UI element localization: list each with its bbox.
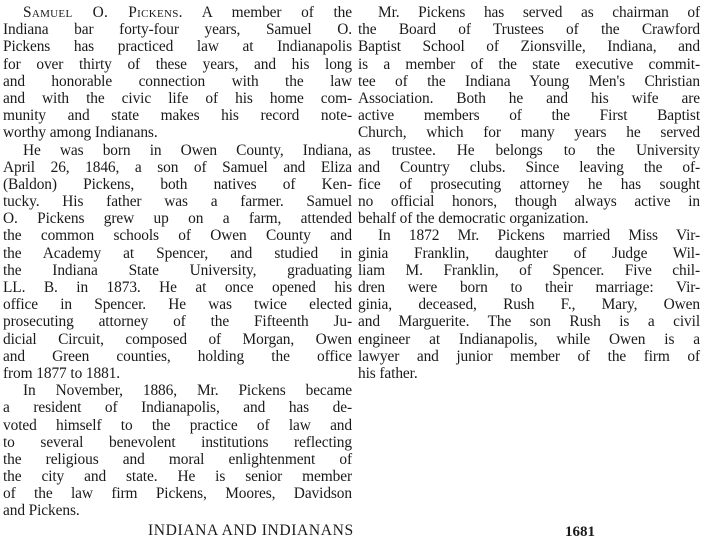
- line-text: the common schools of Owen County and: [3, 227, 352, 245]
- line-text: In 1872 Mr. Pickens married Miss Vir-: [378, 227, 700, 245]
- text-line: [3, 451, 352, 468]
- text-line: [3, 210, 352, 227]
- text-line: [358, 279, 700, 296]
- text-line: [358, 38, 700, 55]
- line-text: ginia Franklin, daughter of Judge Wil-: [358, 244, 700, 262]
- text-line: [3, 159, 352, 176]
- text-line: [3, 142, 352, 159]
- line-text: and Marguerite. The son Rush is a civil: [358, 313, 700, 331]
- line-text: O. Pickens grew up on a farm, attended: [3, 210, 352, 228]
- line-text: no official honors, though always active in: [358, 193, 700, 211]
- line-text: LL. B. in 1873. He at once opened his: [3, 279, 352, 296]
- line-text: (Baldon) Pickens, both natives of Ken-: [3, 175, 352, 193]
- text-line: [358, 124, 700, 141]
- line-text: and Green counties, holding the office: [3, 347, 352, 365]
- line-text: the Indiana State University, graduating: [3, 261, 352, 279]
- line-text: He was born in Owen County, Indiana,: [23, 141, 352, 159]
- text-line: [358, 331, 700, 348]
- text-line: [3, 485, 352, 502]
- line-text: office in Spencer. He was twice elected: [3, 296, 352, 314]
- line-text: ginia, deceased, Rush F., Mary, Owen: [358, 296, 700, 314]
- text-line: [3, 262, 352, 279]
- line-text: as trustee. He belongs to the University: [358, 141, 700, 159]
- text-line: [358, 245, 700, 262]
- line-text: is a member of the state executive commit-: [358, 55, 700, 73]
- text-line: [3, 279, 352, 296]
- text-line: [358, 90, 700, 107]
- text-line: [3, 365, 352, 382]
- line-text: lawyer and junior member of the firm of: [358, 347, 700, 365]
- text-line: [358, 73, 700, 90]
- text-line: [358, 365, 700, 382]
- text-line: [3, 176, 352, 193]
- text-line: [3, 399, 352, 416]
- text-line: [3, 90, 352, 107]
- text-line: [3, 227, 352, 244]
- line-text: and Country clubs. Since leaving the of-: [358, 158, 700, 176]
- text-line: [358, 176, 700, 193]
- line-text: munity and state makes his record note-: [3, 107, 352, 125]
- text-line: [358, 227, 700, 244]
- text-line: [3, 382, 352, 399]
- line-text: the city and state. He is senior member: [3, 468, 352, 486]
- text-line: [3, 245, 352, 262]
- line-text: dicial Circuit, composed of Morgan, Owen: [3, 330, 352, 348]
- page-footer: [0, 522, 703, 544]
- line-text: tucky. His father was a farmer. Samuel: [3, 193, 352, 211]
- text-line: [358, 21, 700, 38]
- text-line: [3, 331, 352, 348]
- page-number: 1681: [565, 524, 595, 540]
- text-line: [3, 434, 352, 451]
- line-text: Baptist School of Zionsville, Indiana, and: [358, 38, 700, 56]
- left-column: [3, 4, 352, 520]
- line-text: tee of the Indiana Young Men's Christian: [358, 72, 700, 90]
- line-text: of the law firm Pickens, Moores, Davidson: [3, 485, 352, 503]
- text-line: [358, 193, 700, 210]
- line-text: Association. Both he and his wife are: [358, 89, 700, 107]
- text-line: [3, 348, 352, 365]
- text-line: [3, 193, 352, 210]
- line-text: fice of prosecuting attorney he has sought: [358, 175, 700, 193]
- line-text: the religious and moral enlightenment of: [3, 450, 352, 468]
- text-line: [358, 348, 700, 365]
- line-text: voted himself to the practice of law and: [3, 416, 352, 434]
- text-line: [3, 124, 352, 141]
- text-line: [3, 417, 352, 434]
- text-line: [3, 21, 352, 38]
- text-line: [358, 56, 700, 73]
- text-line: [358, 262, 700, 279]
- line-text: and honorable connection with the law: [3, 72, 352, 90]
- text-line: [3, 468, 352, 485]
- text-line: [3, 4, 352, 21]
- line-text: active members of the First Baptist: [358, 107, 700, 125]
- text-line: [358, 4, 700, 21]
- text-line: [3, 502, 352, 519]
- line-text: April 26, 1846, a son of Samuel and Eliza: [3, 158, 352, 176]
- line-text: and with the civic life of his home com-: [3, 89, 352, 107]
- line-text: In November, 1886, Mr. Pickens became: [23, 382, 352, 400]
- line-text: for over thirty of these years, and his long: [3, 55, 352, 73]
- line-text: Indiana bar forty-four years, Samuel O.: [3, 21, 352, 39]
- text-line: [3, 56, 352, 73]
- subject-name: Samuel O. Pickens.: [23, 4, 183, 21]
- text-line: [3, 313, 352, 330]
- line-text: to several benevolent institutions reflecting: [3, 433, 352, 451]
- text-line: [3, 38, 352, 55]
- text-line: [3, 107, 352, 124]
- line-text: and Pickens.: [3, 502, 80, 520]
- line-text: liam M. Franklin, of Spencer. Five chil-: [358, 261, 700, 279]
- line-text: behalf of the democratic organization.: [358, 210, 589, 228]
- line-text: Mr. Pickens has served as chairman of: [378, 4, 700, 21]
- running-head: INDIANA AND INDIANANS: [148, 522, 354, 539]
- text-line: [3, 73, 352, 90]
- line-text: worthy among Indianans.: [3, 124, 158, 142]
- line-text: his father.: [358, 364, 418, 382]
- line-text: prosecuting attorney of the Fifteenth Ju-: [3, 313, 352, 331]
- line-text: engineer at Indianapolis, while Owen is a: [358, 330, 700, 348]
- line-text: a resident of Indianapolis, and has de-: [3, 399, 352, 417]
- text-line: [358, 313, 700, 330]
- line-text: from 1877 to 1881.: [3, 364, 121, 382]
- text-line: [358, 142, 700, 159]
- line-text: Church, which for many years he served: [358, 124, 700, 142]
- text-line: [358, 107, 700, 124]
- text-line: [358, 159, 700, 176]
- text-line: [3, 296, 352, 313]
- line-text: Pickens has practiced law at Indianapolis: [3, 38, 352, 56]
- line-text: the Academy at Spencer, and studied in: [3, 244, 352, 262]
- text-line: [358, 210, 700, 227]
- right-column: [358, 4, 700, 382]
- line-text: the Board of Trustees of the Crawford: [358, 21, 700, 39]
- line-text: dren were born to their marriage: Vir-: [358, 279, 700, 296]
- line-text: A member of the: [182, 4, 352, 21]
- text-line: [358, 296, 700, 313]
